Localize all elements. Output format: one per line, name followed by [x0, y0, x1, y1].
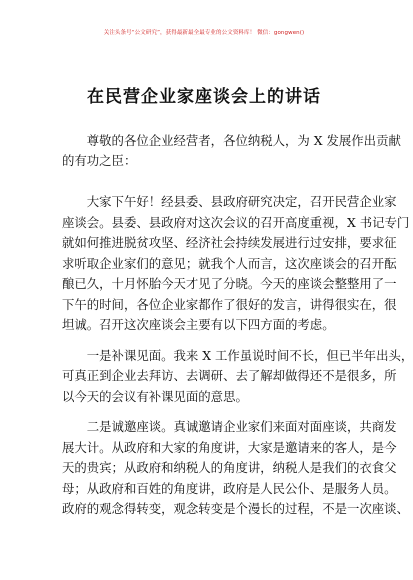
document-body	[62, 120, 413, 520]
paragraph	[62, 346, 413, 408]
text-line: 展大计。从政府和大家的角度讲，大家是邀请来的客人，是今	[62, 439, 397, 455]
text-line: 尊敬的各位企业经营者，各位纳税人，为 X 发展作出贡献	[62, 132, 401, 148]
text-line: 以今天的会议有补课见面的意思。	[62, 388, 248, 404]
header-banner: 关注头条号“公文研究”，获得最新最全最专业的公文资料库！ 微信：gongwen()	[103, 30, 305, 36]
text-line: 坦诚。召开这次座谈会主要有以下四方面的考虑。	[62, 317, 335, 332]
text-line: 天的贵宾；从政府和纳税人的角度讲，纳税人是我们的衣食父	[62, 460, 397, 475]
text-line: 一是补课见面。我来 X 工作虽说时间不长，但已半年出头，	[62, 347, 413, 363]
text-line: 下午的时间，各位企业家都作了很好的发言，讲得很实在，很	[62, 296, 397, 312]
text-line: 大家下午好！经县委、县政府研究决定，召开民营企业家	[62, 194, 397, 209]
text-line: 政府的观念得转变，观念转变是个漫长的过程，不是一次座谈、	[62, 501, 409, 516]
text-line: 就如何推进脱贫攻坚、经济社会持续发展进行过安排，要求征	[62, 235, 397, 250]
page-title: 在民营企业家座谈会上的讲话	[87, 87, 321, 107]
text-line: 的有功之臣：	[62, 153, 137, 168]
paragraph	[62, 417, 409, 520]
text-line: 座谈会。县委、县政府对这次会议的召开高度重视，X 书记专门	[62, 214, 410, 230]
text-line: 母；从政府和百姓的角度讲，政府是人民公仆、是服务人员。	[62, 480, 397, 496]
paragraph	[62, 192, 410, 336]
text-line: 酿已久，十月怀胎今天才见了分晓。今天的座谈会整整用了一	[62, 276, 397, 291]
text-line: 可真正到企业去拜访、去调研、去了解却做得还不是很多，所	[62, 368, 397, 383]
text-line: 求听取企业家们的意见；就我个人而言，这次座谈会的召开酝	[62, 255, 397, 271]
text-line: 二是诚邀座谈。真诚邀请企业家们来面对面座谈，共商发	[62, 419, 397, 434]
